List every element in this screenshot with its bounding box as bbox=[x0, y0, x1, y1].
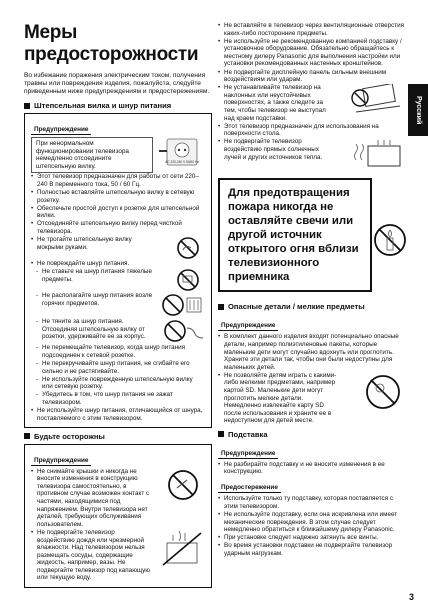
careful-warning-label: Предупреждение bbox=[31, 457, 91, 466]
small-parts-heading bbox=[218, 302, 408, 311]
pull-row bbox=[31, 318, 205, 344]
list-item: • Используйте только ту подставку, которая поставляется с этим телевизором. bbox=[218, 495, 408, 510]
plug-sub-bullets bbox=[36, 344, 205, 406]
list-item: • Не используйте шнур питания, отличающийся от шнура, поставляемого с этим телевизором. bbox=[31, 407, 205, 422]
list-item: - Убедитесь в том, что шнур питания не зажат телевизором. bbox=[36, 391, 205, 406]
section-square-icon bbox=[24, 433, 30, 439]
list-item: • При установке следует надежно затянуть все винты. bbox=[218, 534, 408, 542]
plug-note: При ненормальном функционировании телевизора немедленно отсоедините штепсельную вилку. bbox=[31, 137, 153, 173]
section-square-icon bbox=[24, 103, 30, 109]
plug-last-bullet bbox=[31, 407, 205, 422]
stand-heading bbox=[218, 430, 408, 439]
list-item: • Не разбирайте подставку и не вносите изменения в ее конструкцию. bbox=[218, 461, 408, 476]
small-parts-heading-text: Опасные детали / мелкие предметы bbox=[228, 302, 365, 312]
list-item: • Не трогайте штепсельную вилку мокрыми руками. bbox=[31, 236, 151, 251]
list-item: • Этот телевизор предназначен для работы от сети 220–240 В переменного тока, 50 / 60 Гц. bbox=[31, 173, 205, 188]
socket-label: AC 220-240 V 50/60 Hz bbox=[165, 160, 199, 164]
list-item: - Не располагайте шнур питания возле горячих предметов. bbox=[36, 292, 156, 307]
careful-heading-text: Будьте осторожны bbox=[34, 431, 105, 441]
list-item: • В комплект данного изделия входят потенциально опасные детали, например полиэтиленовые пакеты, которые маленькие дети могут случайно вдохнуть или проглотить. Храните эти детали так, чтобы они были недоступны для маленьких детей. bbox=[218, 333, 408, 371]
careful-section-heading bbox=[24, 432, 212, 441]
right-top-bullets bbox=[218, 22, 408, 84]
wet-hands-list bbox=[31, 236, 151, 252]
fire-row bbox=[218, 174, 408, 298]
right-column bbox=[218, 22, 408, 558]
list-item: • Не подвергайте телевизор воздействию прямых солнечных лучей и других источников тепла. bbox=[218, 138, 336, 161]
plug-socket-icon bbox=[157, 137, 205, 167]
right-table-bullet bbox=[218, 123, 408, 138]
left-column bbox=[24, 22, 212, 591]
plug-warning-box bbox=[24, 113, 212, 428]
list-item: • Этот телевизор предназначен для использования на поверхности стола. bbox=[218, 123, 408, 138]
small-parts-warning-label: Предупреждение bbox=[218, 322, 278, 331]
no-heavy-icon bbox=[171, 268, 205, 292]
wet-hands-row bbox=[31, 236, 205, 260]
stand-caution-bullets bbox=[218, 495, 408, 557]
small-parts-bullets bbox=[218, 333, 408, 371]
tilt-list bbox=[218, 84, 336, 122]
list-item: • Не используйте подставку, если она искривлена или имеет механические повреждения. В этом случае следует немедленно обратиться к ближайшему дилеру Panasonic. bbox=[218, 511, 408, 534]
list-item: • Отсоединяйте штепсельную вилку перед чисткой телевизора. bbox=[31, 220, 205, 235]
tilt-row bbox=[218, 84, 408, 122]
list-item: • Не повреждайте шнур питания. bbox=[31, 260, 205, 268]
heavy-row bbox=[31, 268, 205, 292]
list-item: - Не используйте поврежденную штепсельную вилку или сетевую розетку. bbox=[36, 376, 205, 391]
no-wet-hands-icon bbox=[171, 236, 205, 260]
plug-bullets bbox=[31, 173, 205, 235]
tv-tilt-icon bbox=[348, 84, 408, 116]
no-candle-icon bbox=[372, 210, 408, 270]
list-item: • Не подвергайте телевизор воздействию дождя или чрезмерной влажности. Над телевизором нельзя размещать сосуды, содержащие жидкость, например, вазы. Не подвергайте телевизор под капающую или текущую воду. bbox=[31, 529, 153, 582]
list-item: • Не снимайте крышки и никогда не вносите изменения в конструкцию телевизора самостоятельно, в противном случае возможен контакт с частями, находящимися под напряжением. Внутри телевизора нет деталей, требующих обслуживания пользователем. bbox=[31, 468, 153, 529]
no-heat-icon bbox=[161, 292, 205, 318]
no-pull-icon bbox=[161, 318, 205, 344]
heavy-list bbox=[36, 268, 156, 284]
fire-warning: Для предотвращения пожара никогда не оставляйте свечи или другой источник открытого огня вблизи телевизионного приемника bbox=[218, 178, 372, 292]
list-item: • Обеспечьте простой доступ к розетке для штепсельной вилки. bbox=[31, 205, 205, 220]
plug-heading-text: Штепсельная вилка и шнур питания bbox=[34, 101, 172, 110]
hot-row bbox=[31, 292, 205, 318]
no-child-icon bbox=[358, 372, 408, 412]
plug-bullets-2 bbox=[31, 260, 205, 268]
intro-text: Во избежание поражения электрическим током, получения травмы или повреждения изделия, пожалуйста, следуйте приведенным ниже предупреждениям и предостережениям. bbox=[24, 72, 210, 95]
water-row bbox=[31, 529, 205, 583]
list-item: - Не ставьте на шнур питания тяжелые предметы. bbox=[36, 268, 156, 283]
no-water-icon bbox=[159, 529, 205, 569]
sd-row bbox=[218, 372, 408, 426]
list-item: • Во время установки подставки не подвергайте телевизор ударным нагрузкам. bbox=[218, 542, 408, 557]
list-item: • Не вставляйте в телевизор через вентиляционные отверстия каких-либо посторонние предметы. bbox=[218, 22, 408, 37]
stand-warning-label: Предупреждение bbox=[218, 450, 278, 459]
sd-list bbox=[218, 372, 338, 426]
page-number: 3 bbox=[408, 592, 414, 602]
list-item: • Полностью вставляйте штепсельную вилку в сетевую розетку. bbox=[31, 189, 205, 204]
plug-warning-label: Предупреждение bbox=[31, 126, 91, 135]
hot-list bbox=[36, 292, 156, 308]
language-tab: Русский bbox=[408, 84, 428, 136]
covers-list bbox=[31, 468, 153, 529]
list-item: - Не перекручивайте шнур питания, не сгибайте его сильно и не растягивайте. bbox=[36, 360, 205, 375]
stand-caution-label: Предостережение bbox=[218, 484, 281, 493]
sun-heat-icon bbox=[348, 138, 408, 174]
list-item: • Не позволяйте детям играть с какими-либо мелкими предметами, например картой SD. Маленькие дети могут проглотить мелкие детали. Немедленно извлекайте карту SD после использования и храните ее в недоступном для детей месте. bbox=[218, 372, 338, 425]
section-square-icon bbox=[218, 431, 224, 437]
list-item: • Не используйте не рекомендованную компанией подставку / установочное оборудование. Обязательно обращайтесь к местному дилеру Panasonic для выполнения настройки или установки рекомендованных настенных кронштейнов. bbox=[218, 38, 408, 68]
stand-heading-text: Подставка bbox=[228, 429, 268, 439]
no-disassemble-icon bbox=[161, 468, 205, 502]
plug-section-heading bbox=[24, 101, 212, 110]
stand-warning-bullets bbox=[218, 461, 408, 476]
careful-warning-box bbox=[24, 444, 212, 588]
list-item: - Не перемещайте телевизор, когда шнур питания подсоединен к сетевой розетке. bbox=[36, 344, 205, 359]
list-item: - Не тяните за шнур питания. Отсоединяя штепсельную вилку от розетки, удерживайте ее за корпус. bbox=[36, 318, 156, 341]
sun-list bbox=[218, 138, 336, 161]
page-title: Меры предосторожности bbox=[24, 22, 199, 65]
pull-list bbox=[36, 318, 156, 341]
plug-note-row bbox=[31, 137, 205, 173]
section-square-icon bbox=[218, 304, 224, 310]
list-item: • Не подвергайте дисплейную панель сильным внешним воздействиям или ударам. bbox=[218, 69, 408, 84]
list-item: • Не устанавливайте телевизор на наклонных или неустойчивых поверхностях, а также следите за тем, чтобы телевизор не выступал над краем подставки. bbox=[218, 84, 336, 122]
covers-row bbox=[31, 468, 205, 529]
sun-row bbox=[218, 138, 408, 174]
water-list bbox=[31, 529, 153, 583]
